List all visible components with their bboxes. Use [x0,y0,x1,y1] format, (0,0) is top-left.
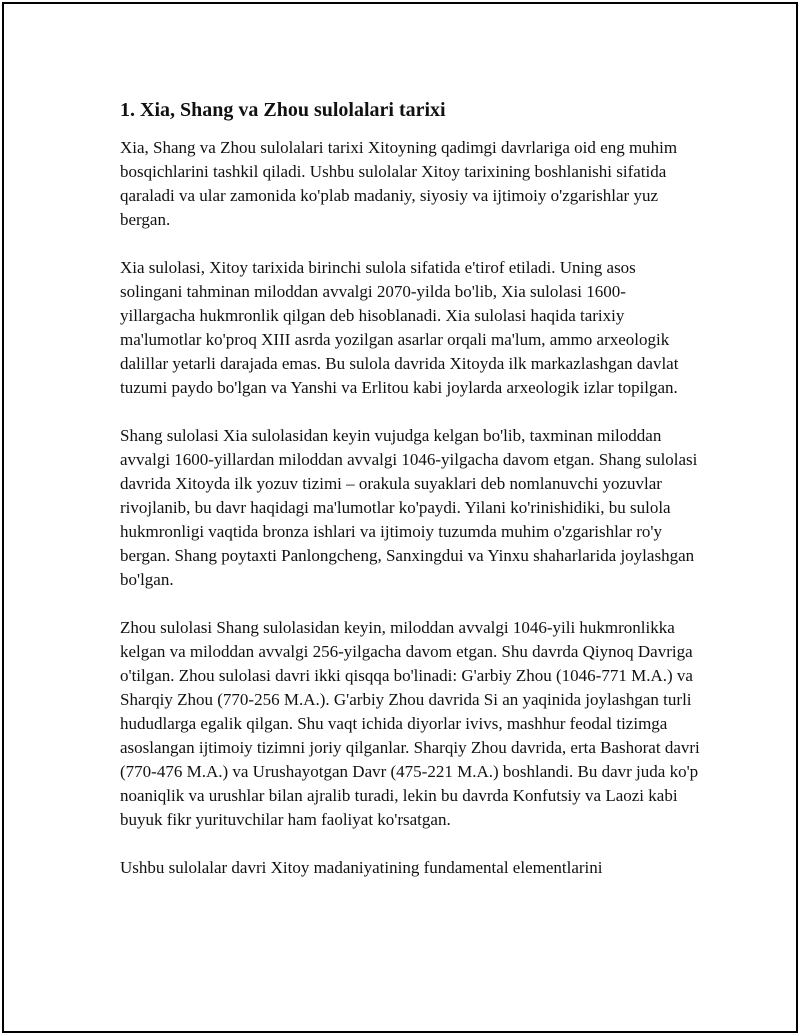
paragraph-shang: Shang sulolasi Xia sulolasidan keyin vujudga kelgan bo'lib, taxminan miloddan avvalgi 1600-yillardan miloddan avvalgi 1046-yilgacha davom etgan. Shang sulolasi davrida Xitoyda ilk yozuv tizimi – orakula suyaklari deb nomlanuvchi yozuvlar rivojlanib, bu davr haqidagi ma'lumotlar ko'paydi. Yilani ko'rinishidiki, bu sulola hukmronligi vaqtida bronza ishlari va ijtimoiy tuzumda muhim o'zgarishlar ro'y bergan. Shang poytaxti Panlongcheng, Sanxingdui va Yinxu shaharlarida joylashgan bo'lgan. [120,426,698,589]
paragraph-zhou: Zhou sulolasi Shang sulolasidan keyin, miloddan avvalgi 1046-yili hukmronlikka kelgan va miloddan avvalgi 256-yilgacha davom etgan. Shu davrda Qiynoq Davriga o'tilgan. Zhou sulolasi davri ikki qisqqa bo'linadi: G'arbiy Zhou (1046-771 M.A.) va Sharqiy Zhou (770-256 M.A.). G'arbiy Zhou davrida Si an yaqinida joylashgan turli hududlarga egalik qilgan. Shu vaqt ichida diyorlar ivivs, mashhur feodal tizimga asoslangan ijtimoiy tizimni joriy qilganlar. Sharqiy Zhou davrida, erta Bashorat davri (770-476 M.A.) va Urushayotgan Davr (475-221 M.A.) boshlandi. Bu davr juda ko'p noaniqlik va urushlar bilan ajralib turadi, lekin bu davrda Konfutsiy va Laozi kabi buyuk fikr yurituvchilar ham faoliyat ko'rsatgan. [120,618,700,829]
paragraph-conclusion: Ushbu sulolalar davri Xitoy madaniyatining fundamental elementlarini [120,858,603,877]
page-frame [2,2,798,1033]
document-title: 1. Xia, Shang va Zhou sulolalari tarixi [120,99,446,121]
document-body [120,98,700,904]
paragraph-xia: Xia sulolasi, Xitoy tarixida birinchi sulola sifatida e'tirof etiladi. Uning asos solingani tahminan miloddan avvalgi 2070-yilda bo'lib, Xia sulolasi 1600-yillargacha hukmronlik qilgan deb hisoblanadi. Xia sulolasi haqida tarixiy ma'lumotlar ko'proq XIII asrda yozilgan asarlar orqali ma'lum, ammo arxeologik dalillar yetarli darajada emas. Bu sulola davrida Xitoyda ilk markazlashgan davlat tuzumi paydo bo'lgan va Yanshi va Erlitou kabi joylarda arxeologik izlar topilgan. [120,258,679,397]
paragraph-intro: Xia, Shang va Zhou sulolalari tarixi Xitoyning qadimgi davrlariga oid eng muhim bosqichlarini tashkil qiladi. Ushbu sulolalar Xitoy tarixining boshlanishi sifatida qaraladi va ular zamonida ko'plab madaniy, siyosiy va ijtimoiy o'zgarishlar yuz bergan. [120,138,678,229]
